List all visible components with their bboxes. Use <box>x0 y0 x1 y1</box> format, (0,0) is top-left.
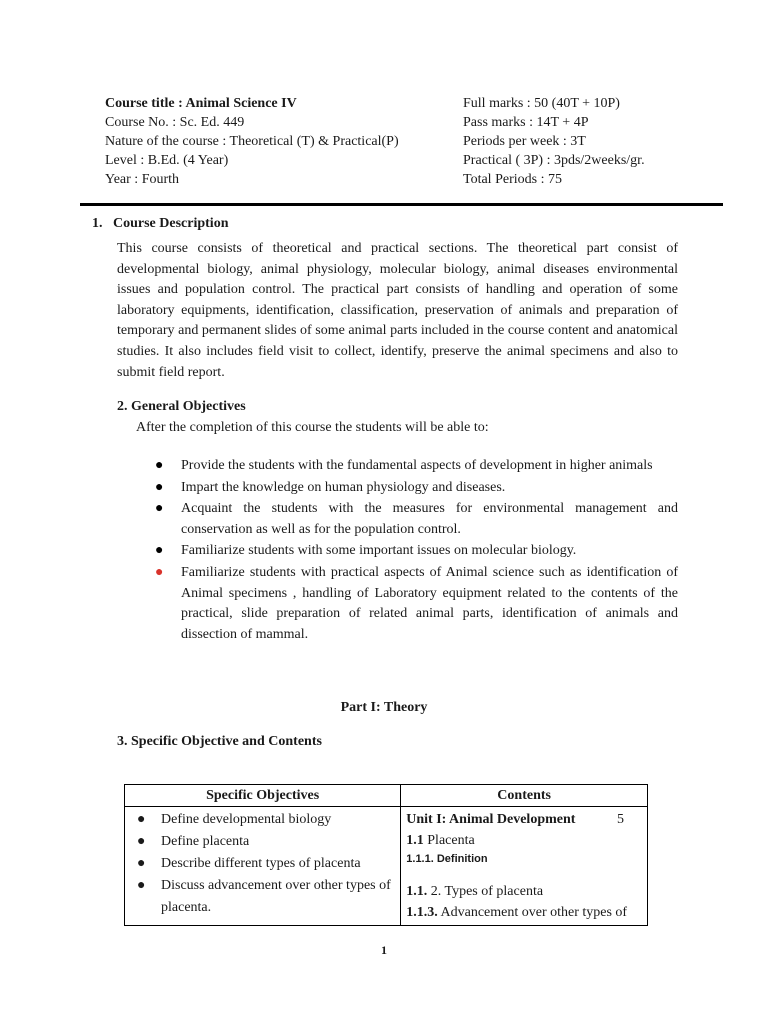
course-level: Level : B.Ed. (4 Year) <box>105 153 229 168</box>
course-number: Course No. : Sc. Ed. 449 <box>105 115 245 130</box>
periods-per-week: Periods per week : 3T <box>463 134 586 149</box>
total-periods: Total Periods : 75 <box>463 172 562 187</box>
pass-marks: Pass marks : 14T + 4P <box>463 115 589 130</box>
content-item: 1.1. 2. Types of placenta <box>406 884 544 899</box>
content-item: 1.1.3. Advancement over other types of <box>406 905 628 920</box>
bullet-icon: ● <box>155 564 164 580</box>
list-item: ● Familiarize students with practical aspects of Animal science such as identification of Animal specimens , handling of Laboratory equipment related to the contents of the practical, slide preparation of related animal parts, identification of animals and dissection of mammal. <box>155 564 678 642</box>
list-item: ● Discuss advancement over other types of placenta. <box>137 875 400 919</box>
objectives-contents-table <box>124 784 648 926</box>
header-divider <box>80 203 723 206</box>
section-2-heading: 2. General Objectives <box>117 399 246 414</box>
unit-heading <box>406 809 643 830</box>
course-info-left <box>105 94 445 189</box>
list-item: ● Impart the knowledge on human physiology and diseases. <box>155 478 678 499</box>
section-3-heading: 3. Specific Objective and Contents <box>117 734 322 749</box>
bullet-icon: ● <box>137 812 146 827</box>
part-title: Part I: Theory <box>340 700 428 715</box>
course-title: Course title : Animal Science IV <box>105 96 297 111</box>
list-item: ● Define developmental biology <box>137 809 400 831</box>
content-item: 1.1 Placenta <box>406 833 475 848</box>
course-description-text: This course consists of theoretical and practical sections. The theoretical part consist of developmental biology, animal physiology, molecular biology, animal diseases environmental issues and population control. The practical part consists of handling and operation of some laboratory equipments, identification, classification, preservation of animals and preparation of temporary and permanent slides of some animal parts included in the course content and anatomical studies. It also includes field visit to collect, identify, preserve the animal specimens and also to submit field report. <box>117 241 678 380</box>
bullet-icon: ● <box>155 479 164 495</box>
section-1-title: Course Description <box>113 216 229 231</box>
section-1-number: 1. <box>92 216 103 231</box>
unit-title: Unit I: Animal Development <box>406 812 576 827</box>
section-1-heading <box>92 216 229 232</box>
specific-objectives-list <box>125 807 400 921</box>
bullet-icon: ● <box>155 543 164 559</box>
course-info-right <box>463 94 723 189</box>
general-objectives-intro: After the completion of this course the students will be able to: <box>136 420 489 435</box>
list-item: ● Define placenta <box>137 831 400 853</box>
column-header-objectives: Specific Objectives <box>125 785 401 807</box>
bullet-icon: ● <box>137 856 146 871</box>
table-row <box>125 807 648 926</box>
course-nature: Nature of the course : Theoretical (T) & Practical(P) <box>105 134 399 149</box>
general-objectives-list <box>155 456 678 646</box>
content-item: 1.1.1. Definition <box>406 853 488 865</box>
table-header-row <box>125 785 648 807</box>
list-item: ● Acquaint the students with the measures for environmental management and conservation as well as for the population control. <box>155 501 678 537</box>
contents-cell <box>401 807 648 926</box>
bullet-icon: ● <box>137 878 146 893</box>
course-year: Year : Fourth <box>105 172 180 187</box>
full-marks: Full marks : 50 (40T + 10P) <box>463 96 620 111</box>
bullet-icon: ● <box>155 458 164 473</box>
bullet-icon: ● <box>155 501 164 517</box>
column-header-contents: Contents <box>401 785 648 807</box>
list-item: ● Provide the students with the fundamental aspects of development in higher animals <box>155 456 678 477</box>
objectives-cell <box>125 807 401 926</box>
page-number: 1 <box>381 943 387 957</box>
bullet-icon: ● <box>137 834 146 849</box>
list-item: ● Familiarize students with some important issues on molecular biology. <box>155 541 678 562</box>
practical-periods: Practical ( 3P) : 3pds/2weeks/gr. <box>463 153 645 168</box>
unit-hours: 5 <box>616 812 624 827</box>
list-item: ● Describe different types of placenta <box>137 853 400 875</box>
